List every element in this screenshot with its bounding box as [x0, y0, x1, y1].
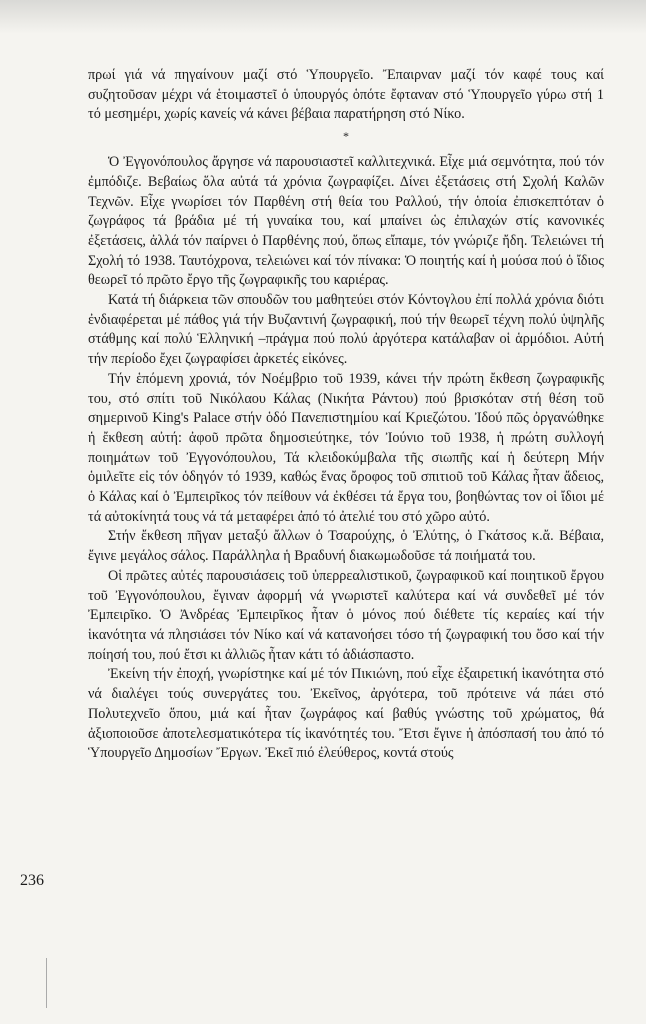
paragraph-1: πρωί γιά νά πηγαίνουν μαζί στό Ὑπουργεῖο. Ἔπαιρναν μαζί τόν καφέ τους καί συζητοῦσαν μέχρι νά ἑτοιμαστεῖ ὁ ὑπουργός ὁπότε ἔφταναν στό Ὑπουργεῖο γύρω στή 1 τό μεσημέρι, χωρίς κανείς νά κάνει βέβαια παρατήρηση στό Νίκο. — [88, 67, 604, 123]
paragraph-4: Τήν ἑπόμενη χρονιά, τόν Νοέμβριο τοῦ 1939, κάνει τήν πρώτη ἔκθεση ζωγραφικῆς του, στό σπίτι τοῦ Νικόλαου Κάλας (Νικήτα Ράντου) πού βρισκόταν στή θέση τοῦ σημερινοῦ King's Palace στήν ὁδό Πανεπιστημίου καί Κριεζώτου. Ἰδού πῶς ὀργανώθηκε ἡ ἔκθεση αὐτή: ἀφοῦ πρῶτα δημοσιεύτηκε, τόν Ἰούνιο τοῦ 1938, ἡ πρώτη συλλογή ποιημάτων τοῦ Ἐγγονόπουλου, Τά κλειδοκύμβαλα τῆς σιωπῆς καί ἡ δεύτερη Μήν ὁμιλεῖτε εἰς τόν ὁδηγόν τό 1939, καθώς ἕνας ὄροφος τοῦ σπιτιοῦ τοῦ Κάλας ἦταν ἄδειος, ὁ Κάλας καί ὁ Ἐμπειρῖκος τόν πείθουν νά ἐκθέσει τά ἔργα του, βοηθώντας τον οἱ ἴδιοι μέ τά αὐτοκίνητά τους νά τά μεταφέρει ἀπό τό ἀτελιέ του στό χῶρο αὐτό. — [88, 370, 604, 525]
page-number: 236 — [20, 872, 44, 889]
paragraph-5: Στήν ἔκθεση πῆγαν μεταξύ ἄλλων ὁ Τσαρούχης, ὁ Ἐλύτης, ὁ Γκάτσος κ.ἄ. Βέβαια, ἔγινε μεγάλος σάλος. Παράλληλα ἡ Βραδυνή διακωμωδοῦσε τά ποιήματά του. — [88, 528, 604, 565]
scan-top-shadow — [0, 0, 646, 34]
body-text — [88, 66, 604, 764]
paragraph-2: Ὁ Ἐγγονόπουλος ἄργησε νά παρουσιαστεῖ καλλιτεχνικά. Εἶχε μιά σεμνότητα, πού τόν ἐμπόδιζε. Βεβαίως ὅλα αὐτά τά χρόνια ζωγραφίζει. Δίνει ἐξετάσεις στή Σχολή Καλῶν Τεχνῶν. Εἶχε γνωρίσει τόν Παρθένη στή θεία του Ραλλού, τήν ὁποία ἐπισκεπτόταν ὁ ζωγράφος τά βράδια μέ τή γυναίκα του, καί μπαίνει ὡς ἐπιλαχών στίς κανονικές ἐξετάσεις, ἀλλά τόν παίρνει ὁ Παρθένης πού, ὅπως εἴπαμε, τόν γνώριζε ἤδη. Τελειώνει τή Σχολή τό 1938. Ταυτόχρονα, τελειώνει καί τόν πίνακα: Ὁ ποιητής καί ἡ μούσα πού ὁ ἴδιος θεωρεῖ τό πρῶτο ἔργο τῆς ζωγραφικῆς του καριέρας. — [88, 154, 604, 289]
section-separator: * — [343, 129, 349, 144]
paragraph-3: Κατά τή διάρκεια τῶν σπουδῶν του μαθητεύει στόν Κόντογλου ἐπί πολλά χρόνια διότι ἐνδιαφέρεται μέ πάθος γιά τήν Βυζαντινή ζωγραφική, πού τήν θεωρεῖ τέχνη πολύ ὑψηλῆς στάθμης καί πολύ Ἑλληνική –πράγμα πού πολύ ἀργότερα κατάλαβαν οἱ ἁρμόδιοι. Αὐτή τήν περίοδο ἔχει ζωγραφίσει ἀρκετές εἰκόνες. — [88, 292, 604, 368]
paragraph-6: Οἱ πρῶτες αὐτές παρουσιάσεις τοῦ ὑπερρεαλιστικοῦ, ζωγραφικοῦ καί ποιητικοῦ ἔργου τοῦ Ἐγγονόπουλου, ἔγιναν ἀφορμή νά γνωριστεῖ καλύτερα καί νά συνδεθεῖ μέ τόν Ἐμπειρῖκο. Ὁ Ἀνδρέας Ἐμπειρῖκος ἦταν ὁ μόνος πού διέθετε τίς κεραίες καί τήν ἱκανότητα νά πλησιάσει τόν Νίκο καί νά κατανοήσει τόσο τή ζωγραφική του ὅσο καί τήν ποίησή του, πού ἔτσι κι ἀλλιῶς ἦταν κάτι τό ἀδιάσπαστο. — [88, 567, 604, 663]
paragraph-7: Ἐκείνη τήν ἐποχή, γνωρίστηκε καί μέ τόν Πικιώνη, πού εἶχε ἐξαιρετική ἱκανότητα στό νά διαλέγει τούς συνεργάτες του. Ἐκεῖνος, ἀργότερα, τοῦ πρότεινε νά πάει στό Πολυτεχνεῖο ὅπου, μιά καί ἦταν ζωγράφος καί βαθύς γνώστης τοῦ χρώματος, θά ἀξιοποιοῦσε ἀποτελεσματικότερα τίς ἱκανότητές του. Ἔτσι ἔγινε ἡ ἀπόσπασή του ἀπό τό Ὑπουργεῖο Δημοσίων Ἔργων. Ἐκεῖ πιό ἐλεύθερος, κοντά στούς — [88, 666, 604, 762]
margin-rule — [46, 958, 47, 1008]
